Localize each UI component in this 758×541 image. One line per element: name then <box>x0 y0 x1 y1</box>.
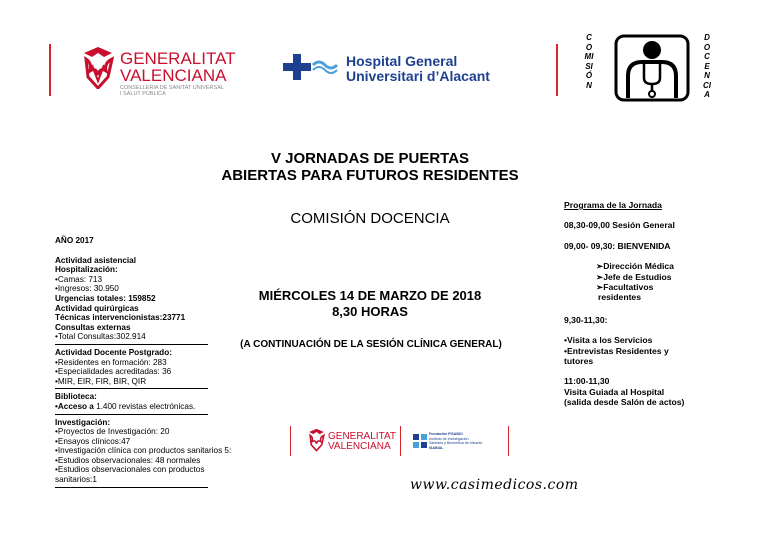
hospital-line2: Universitari d’Alacant <box>346 67 490 84</box>
doctor-icon <box>614 34 690 102</box>
quirurgica-title: Actividad quirúrgicas <box>55 303 139 313</box>
hospital-logo-text <box>346 54 490 83</box>
footer-gva-bat-logo-icon <box>308 428 326 452</box>
footer-gva-line1: GENERALITAT <box>328 431 396 442</box>
consultas-title: Consultas externas <box>55 322 131 332</box>
fisabio-logo-icon <box>413 434 427 448</box>
fisabio-text <box>429 432 482 450</box>
inv-productos: •Investigación clínica con productos sanitarios 5: <box>55 446 232 456</box>
proyectos: •Proyectos de Investigación: 20 <box>55 427 170 437</box>
divider <box>55 487 208 488</box>
website-link[interactable]: www.casimedicos.com <box>410 477 579 493</box>
header-divider-left <box>49 44 51 96</box>
tecnicas: Técnicas intervencionistas:23771 <box>55 313 186 323</box>
fisabio-line3: Sanitaria y Biomédica de Alicante <box>429 441 483 445</box>
estudios-normales: •Estudios observacionales: 48 normales <box>55 455 201 465</box>
comision-vertical-label: COMISIÓN <box>584 33 594 90</box>
gva-logo-text <box>120 50 236 97</box>
asistencial-title: Actividad asistencial <box>55 255 136 265</box>
footer-gva-line2: VALENCIANA <box>328 441 391 452</box>
comision-vertical-text <box>584 33 594 90</box>
hosp-title: Hospitalización: <box>55 265 118 275</box>
gva-sub2: I SALUT PÚBLICA <box>120 90 166 97</box>
fisabio-line2: Instituto de Investigación <box>429 436 469 441</box>
docente-title: Actividad Docente Postgrado: <box>55 347 172 357</box>
program-entrevistas2: tutores <box>564 356 594 367</box>
ensayos: •Ensayos clínicos:47 <box>55 436 131 446</box>
camas: •Camas: 713 <box>55 274 103 284</box>
docencia-vertical-label: DOCENCIA <box>703 33 711 99</box>
consultas-total: •Total Consultas:302.914 <box>55 332 146 342</box>
program-sub1: ➢Dirección Médica <box>596 261 674 272</box>
program-sub3b: residentes <box>598 292 641 303</box>
divider <box>55 344 208 345</box>
divider <box>55 414 208 415</box>
event-time: 8,30 HORAS <box>332 304 408 319</box>
gva-line2: VALENCIANA <box>120 66 227 85</box>
organizer: COMISIÓN DOCENCIA <box>290 210 450 227</box>
hospital-line1: Hospital General <box>346 53 458 69</box>
event-title <box>180 150 560 184</box>
fisabio-line4: ISABIAL <box>429 445 444 450</box>
program-item1: 08,30-09,00 Sesión General <box>564 220 675 231</box>
stats-column <box>55 236 255 491</box>
program-guiada2: (salida desde Salón de actos) <box>564 397 685 408</box>
header-divider-right <box>556 44 558 96</box>
footer-divider-right <box>508 426 509 456</box>
event-note: (A CONTINUACIÓN DE LA SESIÓN CLÍNICA GENERAL) <box>240 339 502 350</box>
footer-divider-left <box>290 426 291 456</box>
program-sub2: ➢Jefe de Estudios <box>596 271 672 282</box>
investigacion-title: Investigación: <box>55 417 111 427</box>
especialidades: •Especialidades acreditadas: 36 <box>55 367 172 377</box>
gva-line1: GENERALITAT <box>120 49 236 68</box>
program-item3: 9,30-11,30: <box>564 314 608 325</box>
program-column <box>564 200 754 408</box>
hospital-cross-logo-icon <box>283 54 341 80</box>
tipos: •MIR, EIR, FIR, BIR, QIR <box>55 376 147 386</box>
event-date: MIÉRCOLES 14 DE MARZO DE 2018 <box>258 288 482 303</box>
acceso: •Acceso a 1.400 revistas electrónicas. <box>55 401 196 411</box>
program-visita: •Visita a los Servicios <box>564 335 653 346</box>
residentes: •Residentes en formación: 283 <box>55 357 167 367</box>
biblioteca-title: Biblioteca: <box>55 392 97 402</box>
sanitarios: sanitarios:1 <box>55 475 97 485</box>
ingresos: •Ingresos: 30.950 <box>55 284 119 294</box>
event-title-line2: ABIERTAS PARA FUTUROS RESIDENTES <box>221 167 519 184</box>
urgencias: Urgencias totales: 159852 <box>55 293 156 303</box>
estudios-productos: •Estudios observacionales con productos <box>55 465 205 475</box>
program-item4: 11:00-11,30 <box>564 376 610 387</box>
fisabio-line1: Fundación FISABIO <box>429 432 463 436</box>
gva-bat-logo-icon <box>82 47 116 89</box>
docencia-vertical-text <box>702 33 712 100</box>
stats-year: AÑO 2017 <box>55 236 94 245</box>
program-entrevistas1: •Entrevistas Residentes y <box>564 345 669 356</box>
footer-divider-mid <box>400 426 401 456</box>
program-title: Programa de la Jornada <box>564 200 662 210</box>
program-guiada1: Visita Guiada al Hospital <box>564 386 665 397</box>
event-title-line1: V JORNADAS DE PUERTAS <box>270 150 470 167</box>
program-sub3: ➢Facultativos <box>596 282 654 293</box>
footer-gva-text <box>328 432 396 452</box>
divider <box>55 388 208 389</box>
gva-sub1: CONSELLERIA DE SANITAT UNIVERSAL <box>120 85 224 91</box>
event-date-block <box>210 288 530 320</box>
program-item2: 09,00- 09,30: BIENVENIDA <box>564 240 671 251</box>
